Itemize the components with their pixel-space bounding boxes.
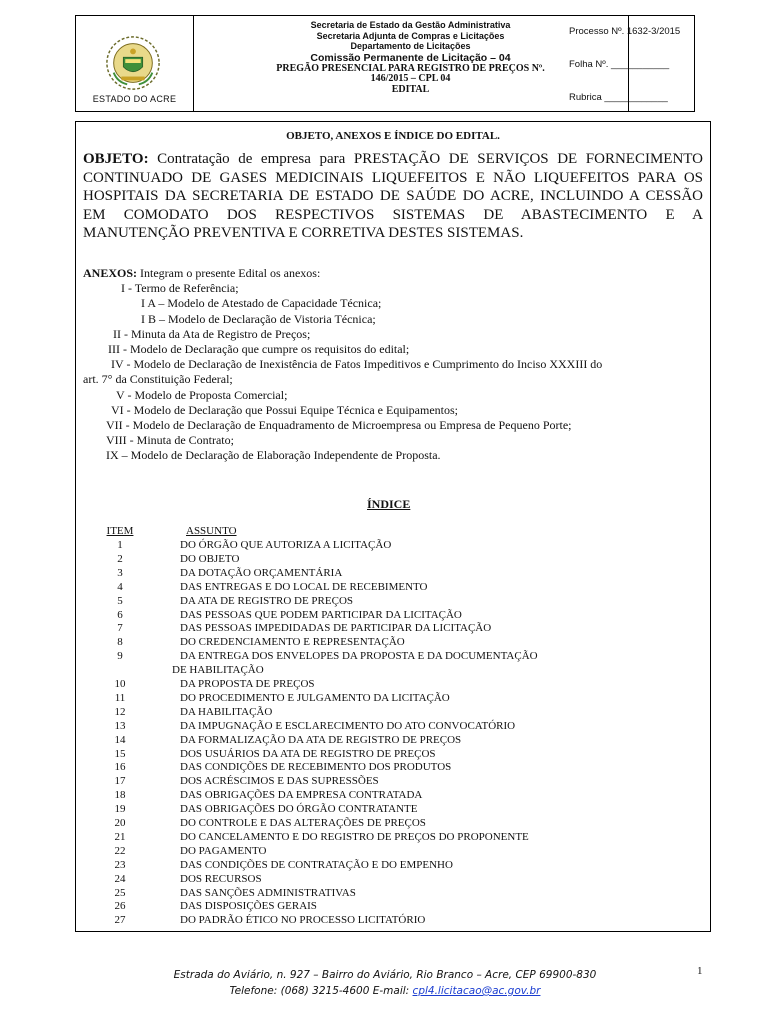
rubrica-field: Rubrica ____________ [569,92,668,103]
indice-item-subject: DO OBJETO [180,552,240,565]
estado-label: ESTADO DO ACRE [92,94,177,104]
indice-item-subject: DA ATA DE REGISTRO DE PREÇOS [180,594,354,607]
indice-item-subject: DE HABILITAÇÃO [172,664,264,677]
indice-item-subject: DA IMPUGNAÇÃO E ESCLARECIMENTO DO ATO CONVOCATÓRIO [180,719,516,732]
footer-phone: Telefone: (068) 3215-4600 E-mail: [229,985,413,997]
indice-item-number: 16 [114,761,126,774]
indice-item-number: 22 [114,844,126,857]
indice-item-subject: DO ÓRGÃO QUE AUTORIZA A LICITAÇÃO [180,539,392,551]
indice-item-subject: DO PAGAMENTO [180,844,267,857]
process-info-cell [565,15,695,112]
anexo-item: V - Modelo de Proposta Comercial; [116,387,288,402]
indice-item-number: 17 [114,775,126,788]
page-number: 1 [697,965,703,977]
indice-item-subject: DA PROPOSTA DE PREÇOS [180,678,315,690]
header-line-1: Secretaria de Estado da Gestão Administrativa [310,20,511,30]
objeto-line-1: Contratação de empresa para PRESTAÇÃO DE SERVIÇOS DE FORNECIMENTO [157,151,704,167]
anexo-item: VIII - Minuta de Contrato; [106,433,234,448]
indice-item-number: 18 [114,789,126,802]
edital-label: EDITAL [391,83,430,95]
footer-address: Estrada do Aviário, n. 927 – Bairro do Aviário, Rio Branco – Acre, CEP 69900-830 [173,969,597,981]
indice-item-number: 8 [117,636,123,649]
indice-item-number: 11 [114,691,126,704]
indice-item-subject: DA ENTREGA DOS ENVELOPES DA PROPOSTA E DA DOCUMENTAÇÃO [180,650,538,663]
indice-item-subject: DAS CONDIÇÕES DE RECEBIMENTO DOS PRODUTOS [180,761,452,774]
header-line-2: Secretaria Adjunta de Compras e Licitações [316,30,505,41]
indice-item-number: 26 [114,900,126,913]
anexo-item: I A – Modelo de Atestado de Capacidade Técnica; [141,296,382,311]
indice-item-number: 27 [114,914,126,927]
indice-item-subject: DAS DISPOSIÇÕES GERAIS [180,900,317,913]
indice-item-subject: DO CANCELAMENTO E DO REGISTRO DE PREÇOS DO PROPONENTE [180,830,529,843]
indice-item-number: 5 [117,594,123,607]
anexo-item: I - Termo de Referência; [121,281,239,296]
indice-item-number: 12 [114,705,126,718]
indice-item-subject: DO PROCEDIMENTO E JULGAMENTO DA LICITAÇÃO [180,691,450,704]
objeto-line-5: MANUTENÇÃO PREVENTIVA E CORRETIVA DESTES SISTEMAS. [83,225,524,241]
indice-item-subject: DAS PESSOAS IMPEDIDADAS DE PARTICIPAR DA LICITAÇÃO [180,622,492,635]
indice-item-subject: DAS ENTREGAS E DO LOCAL DE RECEBIMENTO [180,580,428,593]
anexo-item: VII - Modelo de Declaração de Enquadramento de Microempresa ou Empresa de Pequeno Porte; [106,418,572,433]
col-assunto-header: ASSUNTO [186,525,237,537]
indice-item-number: 19 [114,803,126,816]
anexo-item: VI - Modelo de Declaração que Possui Equipe Técnica e Equipamentos; [111,402,458,417]
indice-item-number: 6 [117,608,123,621]
objeto-line-3: HOSPITAIS DA SECRETARIA DE ESTADO DE SAÚDE DO ACRE, INCLUINDO A CESSÃO [83,188,703,204]
indice-item-subject: DO PADRÃO ÉTICO NO PROCESSO LICITATÓRIO [180,914,426,927]
objeto-label: OBJETO: [83,151,149,167]
section-title: OBJETO, ANEXOS E ÍNDICE DO EDITAL. [286,130,500,142]
pregao-line-2: 146/2015 – CPL 04 [370,73,451,84]
indice-item-number: 3 [117,566,123,579]
indice-item-subject: DA DOTAÇÃO ORÇAMENTÁRIA [180,566,343,579]
header-line-3: Departamento de Licitações [350,41,471,51]
indice-item-number: 13 [114,719,126,732]
processo-number: Processo Nº. 1632-3/2015 [569,26,681,37]
objeto-line-4: EM COMODATO DOS RESPECTIVOS SISTEMAS DE ABASTECIMENTO E A [83,206,703,223]
indice-item-subject: DO CONTROLE E DAS ALTERAÇÕES DE PREÇOS [180,817,426,829]
page-footer [0,967,770,999]
indice-item-number: 10 [114,678,126,690]
indice-item-number: 2 [117,552,123,565]
indice-title: ÍNDICE [367,497,411,511]
indice-item-subject: DAS OBRIGAÇÕES DA EMPRESA CONTRATADA [180,789,423,802]
indice-item-subject: DOS ACRÉSCIMOS E DAS SUPRESSÕES [180,775,379,788]
anexo-item: III - Modelo de Declaração que cumpre os requisitos do edital; [108,342,410,357]
indice-item-subject: DA HABILITAÇÃO [180,705,273,718]
anexos-list [83,266,708,464]
indice-item-number: 1 [117,539,123,551]
indice-item-number: 9 [117,650,123,663]
indice-item-subject: DOS RECURSOS [180,872,262,885]
indice-item-subject: DAS SANÇÕES ADMINISTRATIVAS [180,886,356,899]
indice-item-subject: DAS CONDIÇÕES DE CONTRATAÇÃO E DO EMPENHO [180,858,453,871]
header-logo-cell [76,16,194,111]
anexo-item: IV - Modelo de Declaração de Inexistência de Fatos Impeditivos e Cumprimento do Inciso XXXIII do [111,357,603,372]
objeto-paragraph [83,150,703,243]
col-item-header: ITEM [106,525,134,537]
acre-coat-of-arms-icon [104,34,162,92]
anexo-item: art. 7° da Constituição Federal; [83,372,233,387]
indice-item-number: 20 [114,817,126,829]
indice-item-number: 25 [114,886,126,899]
indice-item-subject: DO CREDENCIAMENTO E REPRESENTAÇÃO [180,636,405,649]
objeto-line-2: CONTINUADO DE GASES MEDICINAIS LIQUEFEITOS E NÃO LIQUEFEITOS PARA OS [83,169,703,186]
anexo-item: I B – Modelo de Declaração de Vistoria Técnica; [141,311,376,326]
pregao-line-1: PREGÃO PRESENCIAL PARA REGISTRO DE PREÇOS Nº. [276,62,545,74]
indice-item-number: 24 [114,872,126,885]
footer-email-link[interactable]: cpl4.licitacao@ac.gov.br [412,985,541,997]
indice-item-number: 23 [114,858,126,871]
anexos-label: ANEXOS: [83,266,138,280]
folha-field: Folha Nº. ___________ [569,59,670,70]
indice-item-number: 15 [114,747,126,760]
anexo-item: II - Minuta da Ata de Registro de Preços; [113,326,311,341]
anexo-item: IX – Modelo de Declaração de Elaboração Independente de Proposta. [106,448,441,463]
indice-item-subject: DAS OBRIGAÇÕES DO ÓRGÃO CONTRATANTE [180,803,418,816]
indice-item-subject: DAS PESSOAS QUE PODEM PARTICIPAR DA LICITAÇÃO [180,608,462,621]
anexos-intro: Integram o presente Edital os anexos: [137,266,321,280]
header-title-cell [193,16,629,111]
indice-item-subject: DA FORMALIZAÇÃO DA ATA DE REGISTRO DE PREÇOS [180,733,462,746]
indice-item-number: 7 [117,622,123,635]
indice-item-number: 21 [114,830,126,843]
commission-title: Comissão Permanente de Licitação – 04 [310,51,511,64]
indice-item-number: 14 [114,733,126,746]
indice-item-subject: DOS USUÁRIOS DA ATA DE REGISTRO DE PREÇOS [180,747,436,760]
indice-item-number: 4 [117,580,123,593]
